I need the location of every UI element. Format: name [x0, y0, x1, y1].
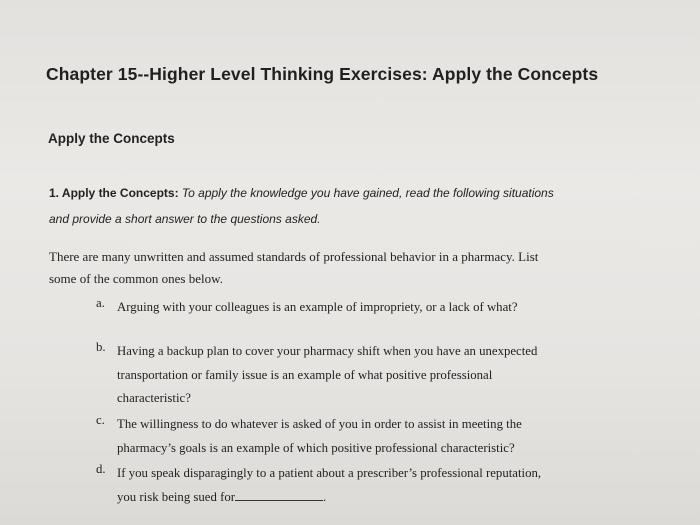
- item-letter-c: c.: [96, 413, 105, 427]
- item-d-line-1: If you speak disparagingly to a patient about a prescriber’s professional reputation,: [117, 466, 542, 480]
- item-body-d: [117, 462, 607, 509]
- item-letter-d: d.: [96, 462, 106, 476]
- item-d-line-2-text: you risk being sued for: [117, 489, 235, 504]
- question-1-text-2: and provide a short answer to the questions asked.: [49, 212, 321, 226]
- chapter-title: Chapter 15--Higher Level Thinking Exercises: Apply the Concepts: [46, 64, 599, 84]
- item-c-line-2: pharmacy’s goals is an example of which positive professional characteristic?: [117, 440, 515, 455]
- item-d-trailing: .: [323, 489, 327, 504]
- intro-paragraph: [49, 246, 649, 290]
- question-1-line-1: [49, 180, 649, 206]
- answer-blank[interactable]: [235, 488, 323, 501]
- question-1-text-1: To apply the knowledge you have gained, read the following situations: [181, 186, 554, 200]
- item-b-line-1: Having a backup plan to cover your pharmacy shift when you have an unexpected: [117, 344, 538, 358]
- item-body-b: [117, 340, 607, 411]
- intro-line-1: There are many unwritten and assumed standards of professional behavior in a pharmacy. List: [49, 249, 539, 264]
- question-1: [49, 180, 649, 232]
- item-c-line-1: The willingness to do whatever is asked of you in order to assist in meeting the: [117, 417, 522, 431]
- intro-line-2: some of the common ones below.: [49, 271, 223, 286]
- item-d-line-2: [117, 486, 607, 510]
- item-a-line-1: Arguing with your colleagues is an example of impropriety, or a lack of what?: [117, 300, 518, 314]
- item-b-line-3: characteristic?: [117, 391, 191, 405]
- item-body-c: [117, 413, 607, 460]
- item-b-line-2: transportation or family issue is an example of what positive professional: [117, 367, 493, 382]
- question-1-label: 1. Apply the Concepts:: [49, 186, 179, 200]
- section-heading: Apply the Concepts: [48, 131, 175, 146]
- item-letter-a: a.: [96, 296, 105, 310]
- item-letter-b: b.: [96, 340, 106, 354]
- item-body-a: [117, 296, 607, 320]
